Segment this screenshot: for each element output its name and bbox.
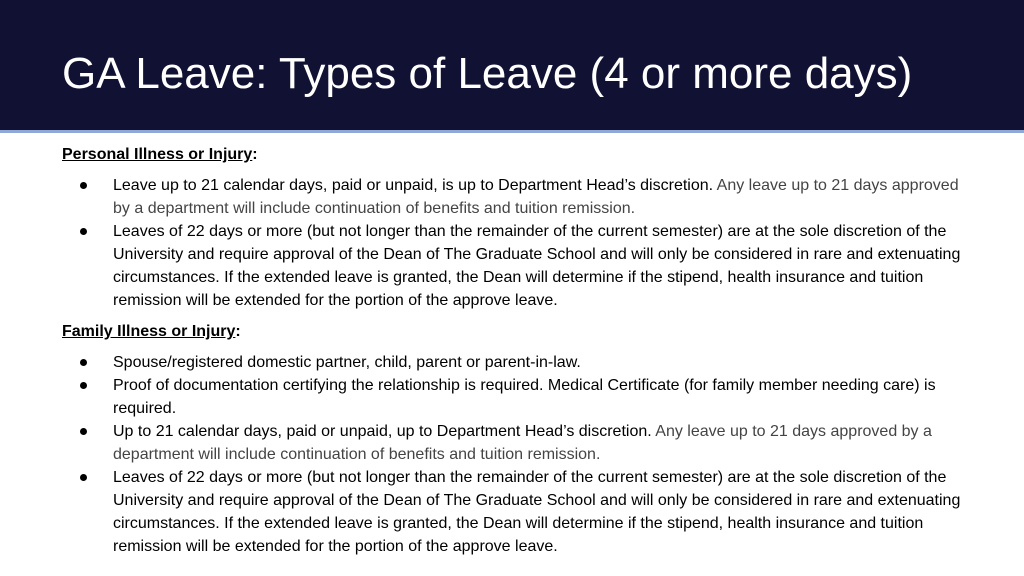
- bullet-text: Leave up to 21 calendar days, paid or unpaid, is up to Department Head’s discretion.: [113, 177, 714, 194]
- list-item: [62, 220, 962, 312]
- bullet-dot-icon: [80, 382, 87, 389]
- bullet-dot-icon: [80, 359, 87, 366]
- slide-title: GA Leave: Types of Leave (4 or more days): [62, 49, 913, 98]
- list-item: [62, 466, 962, 558]
- section-heading-text: Personal Illness or Injury: [62, 146, 253, 163]
- bullet-dot-icon: [80, 474, 87, 481]
- section-heading-text: Family Illness or Injury: [62, 323, 236, 340]
- bullet-text: Up to 21 calendar days, paid or unpaid, up to Department Head’s discretion.: [113, 423, 652, 440]
- section-heading-colon: :: [235, 323, 241, 340]
- personal-bullet-list: [62, 174, 962, 312]
- bullet-text: Leaves of 22 days or more (but not longer than the remainder of the current semester) are at the sole discretion of the University and require approval of the Dean of The Graduate School and will only be considered in rare and extenuating circumstances. If the extended leave is granted, the Dean will determine if the stipend, health insurance and tuition remission will be extended for the portion of the approve leave.: [113, 469, 961, 555]
- family-bullet-list: [62, 351, 962, 558]
- list-item: [62, 420, 962, 466]
- bullet-text: Spouse/registered domestic partner, child, parent or parent-in-law.: [113, 354, 581, 371]
- list-item: [62, 351, 962, 374]
- list-item: [62, 174, 962, 220]
- section-heading-personal: [62, 143, 962, 166]
- slide-content: [62, 143, 962, 558]
- bullet-dot-icon: [80, 182, 87, 189]
- bullet-text: Proof of documentation certifying the relationship is required. Medical Certificate (for family member needing care) is required.: [113, 377, 936, 417]
- bullet-text: Leaves of 22 days or more (but not longer than the remainder of the current semester) are at the sole discretion of the University and require approval of the Dean of The Graduate School and will only be considered in rare and extenuating circumstances. If the extended leave is granted, the Dean will determine if the stipend, health insurance and tuition remission will be extended for the portion of the approve leave.: [113, 223, 961, 309]
- bullet-dot-icon: [80, 428, 87, 435]
- bullet-note: Any leave up to 21 days approved by a department will include continuation of benefits and tuition remission.: [113, 423, 932, 463]
- list-item: [62, 374, 962, 420]
- bullet-note: Any leave up to 21 days approved by a department will include continuation of benefits and tuition remission.: [113, 177, 959, 217]
- section-heading-family: [62, 320, 962, 343]
- bullet-dot-icon: [80, 228, 87, 235]
- section-heading-colon: :: [252, 146, 258, 163]
- title-bar: [0, 0, 1024, 133]
